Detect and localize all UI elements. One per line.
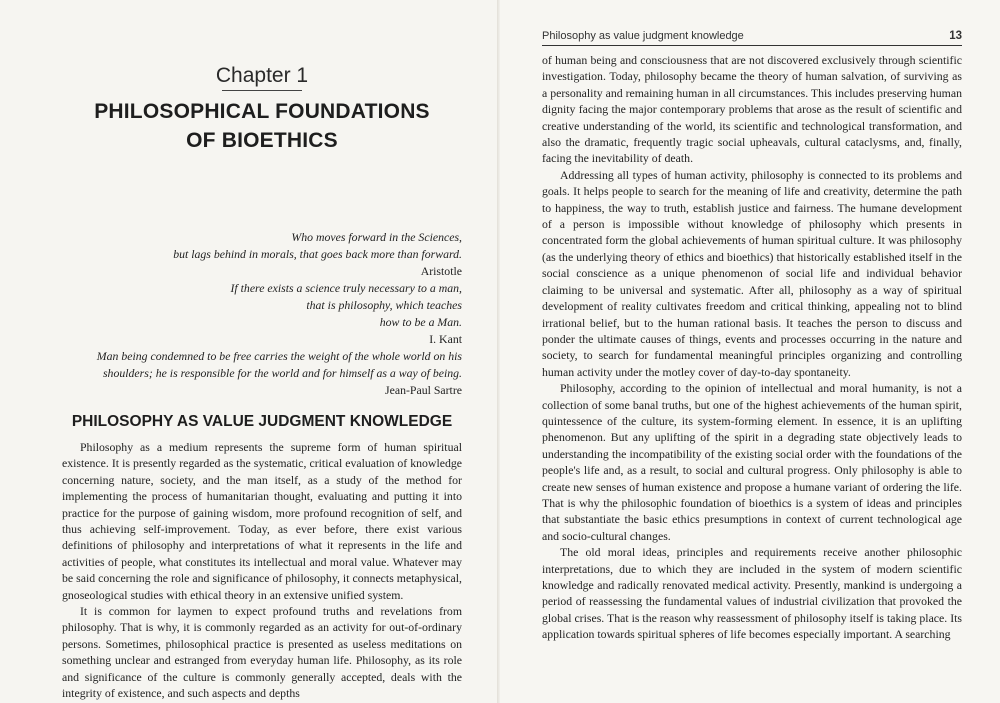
paragraph: Philosophy, according to the opinion of intellectual and moral humanity, is not a collection of some banal truths, but one of the highest achievements of the human spirit, quintessence of the culture, its system-forming element. In essence, it is an uplifting phenomenon. But any uplifting of the spirit in a degrading state objectively leads to understanding the incompatibility of the existing social order with the foundations of the people's life and, as a result, to social and cultural progress. Only philosophy is able to create new senses of human existence and propose a humane variant of ordering the life. That is why the philosophic foundation of bioethics is a system of ideas and principles that substantiate the basic ethics presumptions in context of current technological age and socio-cultural changes. — [542, 381, 962, 543]
running-head — [542, 30, 962, 46]
paragraph: The old moral ideas, principles and requirements receive another philosophic interpretations, due to which they are included in the system of modern scientific knowledge and radically renovated medical activity. Presently, mankind is undergoing a period of reassessing the fundamental values of industrial civilization that provoked the global crises. That is the reason why reassessment of philosophy itself is taking place. Its application towards spiritual spheres of life becomes especially important. A searching — [542, 545, 962, 642]
paragraph: Addressing all types of human activity, philosophy is connected to its problems and goals. It helps people to search for the meaning of life and creativity, determine the path to happiness, the way to truth, establish justice and fairness. The humane development of a person is impossible without knowledge of philosophy which presents in concentrated form the global achievements of human spiritual culture. It was philosophy (as the underlying theory of ethics and bioethics) that historically established itself in the social conscience as a unique phenomenon of social life and individual behavior claiming to be universal and systematic. After all, philosophy as a way of spiritual development of reality cultivates freedom and critical thinking, appealing not to blind irrational belief, but to the human rational basis. It teaches the person to discuss and ponder the ultimate causes of things, events and processes occurring in the nature and society, to search for fundamental meaningful principles organizing and controlling human activity under the motley cover of day-to-day spontaneity. — [542, 167, 962, 379]
epigraph-line: If there exists a science truly necessary to a man, — [230, 281, 462, 295]
epigraph-line: Who moves forward in the Sciences, — [291, 230, 462, 244]
epigraphs — [62, 229, 462, 399]
chapter-label: Chapter 1 — [215, 64, 309, 87]
epigraph-line: but lags behind in morals, that goes back more than forward. — [173, 247, 462, 261]
left-body-text — [62, 439, 462, 702]
epigraph-author: Jean-Paul Sartre — [385, 383, 462, 397]
epigraph-author: Aristotle — [420, 264, 462, 278]
paragraph: of human being and consciousness that are not discovered exclusively through scientific investigation. Today, philosophy became the theory of human salvation, of surviving as a personality and remaining human in all circumstances. This includes preserving human dignity facing the major contemporary problems that arose as the result of scientific and creative understanding of the world, its scientific and technological transformation, and also the dramatic, frequently tragic social upheavals, cultural cataclysms, and, finally, facing the inevitability of death. — [542, 53, 962, 166]
epigraph-line: shoulders; he is responsible for the world and for himself as a way of being. — [102, 366, 462, 380]
epigraph-line: Man being condemned to be free carries the weight of the whole world on his — [96, 349, 462, 363]
chapter-title-line-1: PHILOSOPHICAL FOUNDATIONS — [94, 100, 430, 123]
right-body-text — [542, 52, 962, 643]
epigraph-line: how to be a Man. — [379, 315, 462, 329]
epigraph-author: I. Kant — [429, 332, 462, 346]
paragraph: It is common for laymen to expect profound truths and revelations from philosophy. That is why, it is commonly regarded as an activity for out-of-ordinary persons. Sometimes, philosophical practice is presented as useless meditations on something unclear and estranged from everyday human life. Philosophy, as its role and significance of the culture is commonly generally accepted, deals with the integrity of existence, and such aspects and depths — [62, 604, 462, 701]
chapter-title — [62, 97, 462, 155]
chapter-title-line-2: OF BIOETHICS — [186, 129, 338, 152]
section-heading: PHILOSOPHY AS VALUE JUDGMENT KNOWLEDGE — [71, 413, 453, 430]
page-number: 13 — [949, 30, 962, 42]
paragraph: Philosophy as a medium represents the supreme form of human spiritual existence. It is presently regarded as the systematic, critical evaluation of knowledge concerning nature, society, and the man itself, as a study of the method for implementing the process of humanitarian thought, evaluating and putting it into practice for the purpose of gaining wisdom, more profound recognition of self, and thus achieving self-improvement. Today, as ever before, there exist various definitions of philosophy and interpretations of what it represents in the life and activities of people, what constitutes its intellectual and moral value. Whatever may be said concerning the role and significance of philosophy, it connects metaphysical, gnoseological studies with ethical theory in an extensive unified system. — [62, 440, 462, 602]
chapter-underline — [222, 90, 302, 91]
epigraph-line: that is philosophy, which teaches — [306, 298, 462, 312]
running-head-title: Philosophy as value judgment knowledge — [542, 30, 744, 42]
right-page — [500, 0, 1000, 703]
